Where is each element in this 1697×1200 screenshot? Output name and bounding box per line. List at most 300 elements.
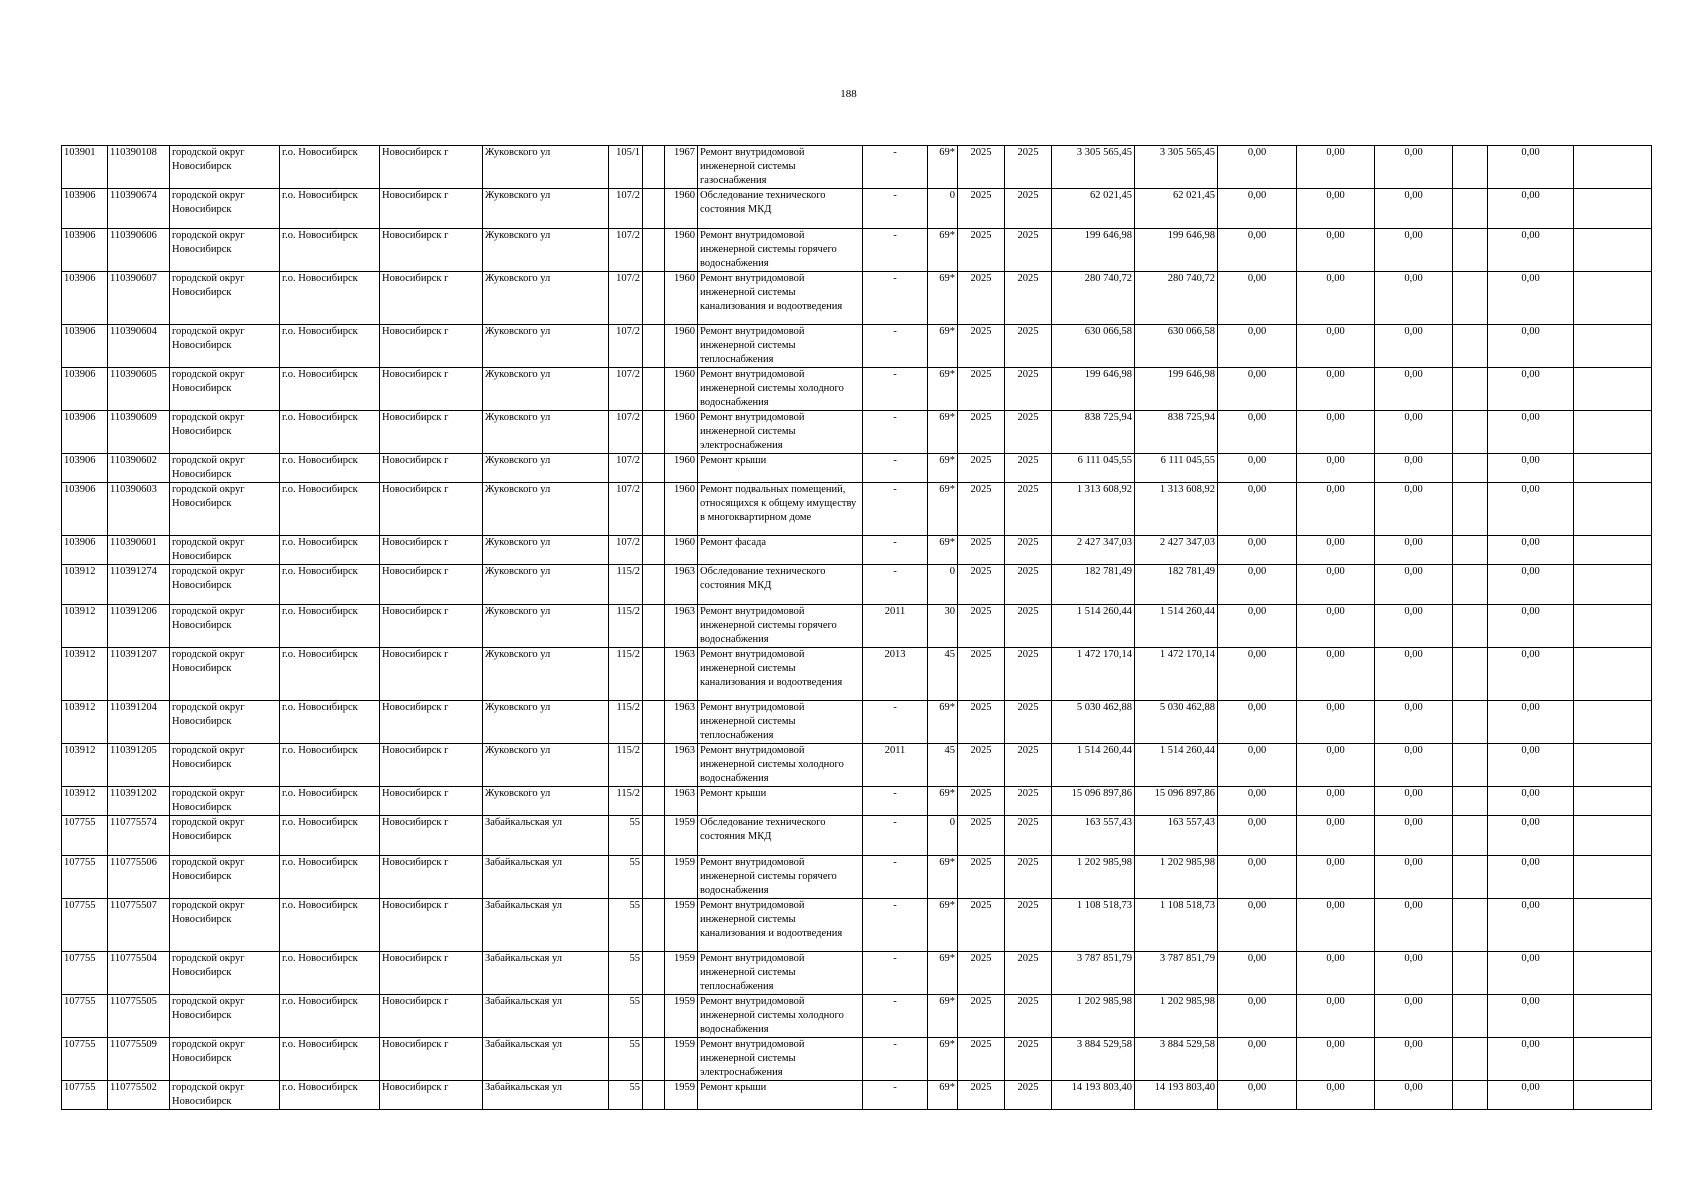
end-year-cell: 2025 [1005, 701, 1052, 744]
total-cost-cell: 3 884 529,58 [1052, 1038, 1135, 1081]
empty-cell [1453, 325, 1488, 368]
house-number-cell: 107/2 [609, 325, 643, 368]
work-id-cell: 110390108 [108, 146, 170, 189]
street-cell: Жуковского ул [483, 483, 609, 536]
wear-percent-cell: 69* [928, 536, 958, 565]
owners-cost-cell: 0,00 [1488, 454, 1574, 483]
city-cell: Новосибирск г [380, 605, 483, 648]
owners-cost-cell: 0,00 [1488, 701, 1574, 744]
district-cell: г.о. Новосибирск [280, 744, 380, 787]
district-cell: г.о. Новосибирск [280, 229, 380, 272]
house-id-cell: 103906 [62, 325, 108, 368]
empty-cell [1453, 272, 1488, 325]
building-cell [643, 787, 665, 816]
city-cell: Новосибирск г [380, 899, 483, 952]
total-cost-cell: 1 472 170,14 [1052, 648, 1135, 701]
street-cell: Жуковского ул [483, 744, 609, 787]
start-year-cell: 2025 [958, 952, 1005, 995]
end-year-cell: 2025 [1005, 856, 1052, 899]
table-row [62, 536, 1652, 565]
owners-cost-cell: 0,00 [1488, 952, 1574, 995]
work-id-cell: 110390603 [108, 483, 170, 536]
local-cost-cell: 0,00 [1375, 146, 1453, 189]
street-cell: Забайкальская ул [483, 952, 609, 995]
wear-percent-cell: 45 [928, 744, 958, 787]
building-cell [643, 325, 665, 368]
construction-year-cell: 1959 [665, 1038, 698, 1081]
municipality-cell: городской округ Новосибирск [170, 325, 280, 368]
construction-year-cell: 1960 [665, 454, 698, 483]
district-cell: г.о. Новосибирск [280, 648, 380, 701]
regional-cost-cell: 0,00 [1297, 648, 1375, 701]
end-year-cell: 2025 [1005, 648, 1052, 701]
empty-cell [1453, 787, 1488, 816]
table-row [62, 229, 1652, 272]
construction-year-cell: 1960 [665, 483, 698, 536]
house-id-cell: 107755 [62, 1081, 108, 1110]
house-id-cell: 103912 [62, 648, 108, 701]
end-year-cell: 2025 [1005, 454, 1052, 483]
owners-cost-cell: 0,00 [1488, 995, 1574, 1038]
regional-cost-cell: 0,00 [1297, 483, 1375, 536]
wear-percent-cell: 69* [928, 952, 958, 995]
owners-cost-cell: 0,00 [1488, 787, 1574, 816]
construction-year-cell: 1959 [665, 899, 698, 952]
start-year-cell: 2025 [958, 648, 1005, 701]
street-cell: Забайкальская ул [483, 856, 609, 899]
construction-year-cell: 1963 [665, 605, 698, 648]
building-cell [643, 605, 665, 648]
empty-cell [1453, 483, 1488, 536]
total-cost-cell: 3 305 565,45 [1052, 146, 1135, 189]
empty-cell [1453, 536, 1488, 565]
regional-cost-cell: 0,00 [1297, 995, 1375, 1038]
total-cost-cell: 163 557,43 [1052, 816, 1135, 856]
regional-cost-cell: 0,00 [1297, 272, 1375, 325]
regional-cost-cell: 0,00 [1297, 952, 1375, 995]
start-year-cell: 2025 [958, 325, 1005, 368]
start-year-cell: 2025 [958, 787, 1005, 816]
construction-year-cell: 1960 [665, 325, 698, 368]
house-id-cell: 103912 [62, 701, 108, 744]
local-cost-cell: 0,00 [1375, 744, 1453, 787]
construction-year-cell: 1960 [665, 411, 698, 454]
total-cost-cell: 199 646,98 [1052, 368, 1135, 411]
last-repair-year-cell: - [863, 787, 928, 816]
end-year-cell: 2025 [1005, 536, 1052, 565]
construction-year-cell: 1959 [665, 995, 698, 1038]
work-type-cell: Ремонт подвальных помещений, относящихся к общему имуществу в многоквартирном доме [698, 483, 863, 536]
city-cell: Новосибирск г [380, 146, 483, 189]
street-cell: Забайкальская ул [483, 816, 609, 856]
house-id-cell: 107755 [62, 856, 108, 899]
construction-year-cell: 1960 [665, 536, 698, 565]
building-cell [643, 648, 665, 701]
end-year-cell: 2025 [1005, 744, 1052, 787]
municipality-cell: городской округ Новосибирск [170, 648, 280, 701]
start-year-cell: 2025 [958, 536, 1005, 565]
regional-cost-cell: 0,00 [1297, 744, 1375, 787]
wear-percent-cell: 69* [928, 1038, 958, 1081]
municipality-cell: городской округ Новосибирск [170, 272, 280, 325]
table-row [62, 995, 1652, 1038]
work-id-cell: 110390609 [108, 411, 170, 454]
total-cost-cell: 62 021,45 [1052, 189, 1135, 229]
empty-cell [1453, 146, 1488, 189]
district-cell: г.о. Новосибирск [280, 146, 380, 189]
last-repair-year-cell: - [863, 701, 928, 744]
budget-cost-cell: 0,00 [1218, 565, 1297, 605]
empty-cell [1574, 952, 1652, 995]
table-row [62, 454, 1652, 483]
house-number-cell: 115/2 [609, 648, 643, 701]
total-cost-cell: 630 066,58 [1052, 325, 1135, 368]
empty-cell [1574, 744, 1652, 787]
start-year-cell: 2025 [958, 454, 1005, 483]
fund-cost-cell: 1 514 260,44 [1135, 744, 1218, 787]
fund-cost-cell: 1 202 985,98 [1135, 856, 1218, 899]
work-id-cell: 110775506 [108, 856, 170, 899]
end-year-cell: 2025 [1005, 995, 1052, 1038]
empty-cell [1453, 411, 1488, 454]
city-cell: Новосибирск г [380, 325, 483, 368]
last-repair-year-cell: - [863, 856, 928, 899]
house-id-cell: 107755 [62, 1038, 108, 1081]
wear-percent-cell: 69* [928, 325, 958, 368]
budget-cost-cell: 0,00 [1218, 411, 1297, 454]
work-id-cell: 110390602 [108, 454, 170, 483]
last-repair-year-cell: - [863, 189, 928, 229]
house-id-cell: 103912 [62, 565, 108, 605]
street-cell: Жуковского ул [483, 648, 609, 701]
house-id-cell: 107755 [62, 952, 108, 995]
empty-cell [1574, 325, 1652, 368]
fund-cost-cell: 62 021,45 [1135, 189, 1218, 229]
street-cell: Жуковского ул [483, 787, 609, 816]
repair-program-table [61, 145, 1652, 1110]
empty-cell [1453, 454, 1488, 483]
building-cell [643, 1038, 665, 1081]
work-id-cell: 110391202 [108, 787, 170, 816]
city-cell: Новосибирск г [380, 368, 483, 411]
regional-cost-cell: 0,00 [1297, 899, 1375, 952]
end-year-cell: 2025 [1005, 483, 1052, 536]
regional-cost-cell: 0,00 [1297, 701, 1375, 744]
last-repair-year-cell: - [863, 411, 928, 454]
fund-cost-cell: 838 725,94 [1135, 411, 1218, 454]
regional-cost-cell: 0,00 [1297, 605, 1375, 648]
fund-cost-cell: 163 557,43 [1135, 816, 1218, 856]
last-repair-year-cell: - [863, 995, 928, 1038]
budget-cost-cell: 0,00 [1218, 1038, 1297, 1081]
house-id-cell: 107755 [62, 899, 108, 952]
last-repair-year-cell: - [863, 1038, 928, 1081]
building-cell [643, 1081, 665, 1110]
local-cost-cell: 0,00 [1375, 952, 1453, 995]
district-cell: г.о. Новосибирск [280, 816, 380, 856]
building-cell [643, 816, 665, 856]
work-type-cell: Ремонт крыши [698, 1081, 863, 1110]
district-cell: г.о. Новосибирск [280, 565, 380, 605]
district-cell: г.о. Новосибирск [280, 483, 380, 536]
empty-cell [1453, 1038, 1488, 1081]
budget-cost-cell: 0,00 [1218, 454, 1297, 483]
fund-cost-cell: 1 313 608,92 [1135, 483, 1218, 536]
empty-cell [1574, 189, 1652, 229]
municipality-cell: городской округ Новосибирск [170, 995, 280, 1038]
city-cell: Новосибирск г [380, 229, 483, 272]
fund-cost-cell: 280 740,72 [1135, 272, 1218, 325]
start-year-cell: 2025 [958, 816, 1005, 856]
street-cell: Жуковского ул [483, 272, 609, 325]
owners-cost-cell: 0,00 [1488, 483, 1574, 536]
wear-percent-cell: 69* [928, 229, 958, 272]
city-cell: Новосибирск г [380, 952, 483, 995]
wear-percent-cell: 69* [928, 411, 958, 454]
house-number-cell: 55 [609, 899, 643, 952]
local-cost-cell: 0,00 [1375, 648, 1453, 701]
municipality-cell: городской округ Новосибирск [170, 483, 280, 536]
work-id-cell: 110390605 [108, 368, 170, 411]
building-cell [643, 368, 665, 411]
city-cell: Новосибирск г [380, 856, 483, 899]
empty-cell [1574, 229, 1652, 272]
fund-cost-cell: 6 111 045,55 [1135, 454, 1218, 483]
empty-cell [1574, 816, 1652, 856]
total-cost-cell: 199 646,98 [1052, 229, 1135, 272]
end-year-cell: 2025 [1005, 229, 1052, 272]
municipality-cell: городской округ Новосибирск [170, 411, 280, 454]
house-number-cell: 107/2 [609, 454, 643, 483]
municipality-cell: городской округ Новосибирск [170, 816, 280, 856]
house-id-cell: 103906 [62, 454, 108, 483]
budget-cost-cell: 0,00 [1218, 648, 1297, 701]
municipality-cell: городской округ Новосибирск [170, 744, 280, 787]
empty-cell [1453, 1081, 1488, 1110]
work-id-cell: 110390601 [108, 536, 170, 565]
total-cost-cell: 1 514 260,44 [1052, 744, 1135, 787]
house-number-cell: 107/2 [609, 272, 643, 325]
house-number-cell: 55 [609, 1081, 643, 1110]
street-cell: Жуковского ул [483, 701, 609, 744]
total-cost-cell: 5 030 462,88 [1052, 701, 1135, 744]
house-id-cell: 103912 [62, 787, 108, 816]
district-cell: г.о. Новосибирск [280, 189, 380, 229]
start-year-cell: 2025 [958, 368, 1005, 411]
owners-cost-cell: 0,00 [1488, 816, 1574, 856]
house-number-cell: 55 [609, 952, 643, 995]
budget-cost-cell: 0,00 [1218, 483, 1297, 536]
regional-cost-cell: 0,00 [1297, 856, 1375, 899]
budget-cost-cell: 0,00 [1218, 272, 1297, 325]
budget-cost-cell: 0,00 [1218, 536, 1297, 565]
end-year-cell: 2025 [1005, 146, 1052, 189]
start-year-cell: 2025 [958, 995, 1005, 1038]
total-cost-cell: 3 787 851,79 [1052, 952, 1135, 995]
construction-year-cell: 1963 [665, 787, 698, 816]
start-year-cell: 2025 [958, 744, 1005, 787]
local-cost-cell: 0,00 [1375, 229, 1453, 272]
street-cell: Жуковского ул [483, 146, 609, 189]
wear-percent-cell: 69* [928, 899, 958, 952]
regional-cost-cell: 0,00 [1297, 787, 1375, 816]
work-type-cell: Ремонт внутридомовой инженерной системы электроснабжения [698, 1038, 863, 1081]
wear-percent-cell: 0 [928, 565, 958, 605]
house-number-cell: 55 [609, 856, 643, 899]
building-cell [643, 952, 665, 995]
table-row [62, 146, 1652, 189]
house-number-cell: 107/2 [609, 189, 643, 229]
municipality-cell: городской округ Новосибирск [170, 368, 280, 411]
table-row [62, 325, 1652, 368]
end-year-cell: 2025 [1005, 605, 1052, 648]
total-cost-cell: 1 108 518,73 [1052, 899, 1135, 952]
work-type-cell: Обследование технического состояния МКД [698, 816, 863, 856]
total-cost-cell: 1 313 608,92 [1052, 483, 1135, 536]
empty-cell [1574, 856, 1652, 899]
municipality-cell: городской округ Новосибирск [170, 536, 280, 565]
street-cell: Жуковского ул [483, 411, 609, 454]
wear-percent-cell: 69* [928, 995, 958, 1038]
house-number-cell: 55 [609, 816, 643, 856]
owners-cost-cell: 0,00 [1488, 325, 1574, 368]
last-repair-year-cell: - [863, 146, 928, 189]
total-cost-cell: 1 202 985,98 [1052, 856, 1135, 899]
work-type-cell: Ремонт внутридомовой инженерной системы горячего водоснабжения [698, 229, 863, 272]
empty-cell [1453, 565, 1488, 605]
table-body [62, 146, 1652, 1110]
house-id-cell: 103906 [62, 229, 108, 272]
total-cost-cell: 1 514 260,44 [1052, 605, 1135, 648]
local-cost-cell: 0,00 [1375, 787, 1453, 816]
fund-cost-cell: 199 646,98 [1135, 229, 1218, 272]
work-type-cell: Обследование технического состояния МКД [698, 189, 863, 229]
work-id-cell: 110775507 [108, 899, 170, 952]
fund-cost-cell: 199 646,98 [1135, 368, 1218, 411]
district-cell: г.о. Новосибирск [280, 1081, 380, 1110]
fund-cost-cell: 3 787 851,79 [1135, 952, 1218, 995]
work-id-cell: 110391274 [108, 565, 170, 605]
last-repair-year-cell: - [863, 272, 928, 325]
empty-cell [1453, 995, 1488, 1038]
wear-percent-cell: 69* [928, 856, 958, 899]
local-cost-cell: 0,00 [1375, 605, 1453, 648]
table-row [62, 411, 1652, 454]
regional-cost-cell: 0,00 [1297, 146, 1375, 189]
house-number-cell: 115/2 [609, 744, 643, 787]
owners-cost-cell: 0,00 [1488, 1038, 1574, 1081]
regional-cost-cell: 0,00 [1297, 1038, 1375, 1081]
work-type-cell: Ремонт внутридомовой инженерной системы холодного водоснабжения [698, 368, 863, 411]
owners-cost-cell: 0,00 [1488, 189, 1574, 229]
total-cost-cell: 182 781,49 [1052, 565, 1135, 605]
street-cell: Жуковского ул [483, 454, 609, 483]
district-cell: г.о. Новосибирск [280, 325, 380, 368]
owners-cost-cell: 0,00 [1488, 229, 1574, 272]
budget-cost-cell: 0,00 [1218, 368, 1297, 411]
local-cost-cell: 0,00 [1375, 1081, 1453, 1110]
city-cell: Новосибирск г [380, 787, 483, 816]
wear-percent-cell: 69* [928, 272, 958, 325]
construction-year-cell: 1960 [665, 189, 698, 229]
local-cost-cell: 0,00 [1375, 816, 1453, 856]
table-row [62, 744, 1652, 787]
house-id-cell: 103912 [62, 744, 108, 787]
street-cell: Жуковского ул [483, 189, 609, 229]
wear-percent-cell: 69* [928, 146, 958, 189]
house-number-cell: 107/2 [609, 536, 643, 565]
house-number-cell: 107/2 [609, 368, 643, 411]
local-cost-cell: 0,00 [1375, 454, 1453, 483]
wear-percent-cell: 69* [928, 787, 958, 816]
municipality-cell: городской округ Новосибирск [170, 146, 280, 189]
end-year-cell: 2025 [1005, 1081, 1052, 1110]
end-year-cell: 2025 [1005, 899, 1052, 952]
district-cell: г.о. Новосибирск [280, 899, 380, 952]
district-cell: г.о. Новосибирск [280, 856, 380, 899]
table-row [62, 787, 1652, 816]
building-cell [643, 701, 665, 744]
table-row [62, 605, 1652, 648]
work-id-cell: 110391205 [108, 744, 170, 787]
local-cost-cell: 0,00 [1375, 995, 1453, 1038]
end-year-cell: 2025 [1005, 787, 1052, 816]
municipality-cell: городской округ Новосибирск [170, 605, 280, 648]
fund-cost-cell: 1 514 260,44 [1135, 605, 1218, 648]
end-year-cell: 2025 [1005, 816, 1052, 856]
house-number-cell: 115/2 [609, 565, 643, 605]
budget-cost-cell: 0,00 [1218, 146, 1297, 189]
construction-year-cell: 1960 [665, 229, 698, 272]
budget-cost-cell: 0,00 [1218, 605, 1297, 648]
empty-cell [1453, 229, 1488, 272]
regional-cost-cell: 0,00 [1297, 368, 1375, 411]
table-row [62, 1038, 1652, 1081]
empty-cell [1574, 899, 1652, 952]
empty-cell [1453, 189, 1488, 229]
building-cell [643, 229, 665, 272]
city-cell: Новосибирск г [380, 565, 483, 605]
city-cell: Новосибирск г [380, 744, 483, 787]
fund-cost-cell: 5 030 462,88 [1135, 701, 1218, 744]
building-cell [643, 856, 665, 899]
budget-cost-cell: 0,00 [1218, 787, 1297, 816]
house-number-cell: 105/1 [609, 146, 643, 189]
table-row [62, 483, 1652, 536]
work-id-cell: 110775509 [108, 1038, 170, 1081]
empty-cell [1453, 899, 1488, 952]
regional-cost-cell: 0,00 [1297, 189, 1375, 229]
house-id-cell: 103906 [62, 411, 108, 454]
city-cell: Новосибирск г [380, 1038, 483, 1081]
empty-cell [1574, 1038, 1652, 1081]
total-cost-cell: 280 740,72 [1052, 272, 1135, 325]
start-year-cell: 2025 [958, 856, 1005, 899]
budget-cost-cell: 0,00 [1218, 952, 1297, 995]
start-year-cell: 2025 [958, 229, 1005, 272]
city-cell: Новосибирск г [380, 701, 483, 744]
city-cell: Новосибирск г [380, 536, 483, 565]
last-repair-year-cell: 2011 [863, 744, 928, 787]
start-year-cell: 2025 [958, 1038, 1005, 1081]
regional-cost-cell: 0,00 [1297, 536, 1375, 565]
district-cell: г.о. Новосибирск [280, 411, 380, 454]
total-cost-cell: 15 096 897,86 [1052, 787, 1135, 816]
district-cell: г.о. Новосибирск [280, 952, 380, 995]
wear-percent-cell: 69* [928, 483, 958, 536]
budget-cost-cell: 0,00 [1218, 744, 1297, 787]
work-id-cell: 110775502 [108, 1081, 170, 1110]
